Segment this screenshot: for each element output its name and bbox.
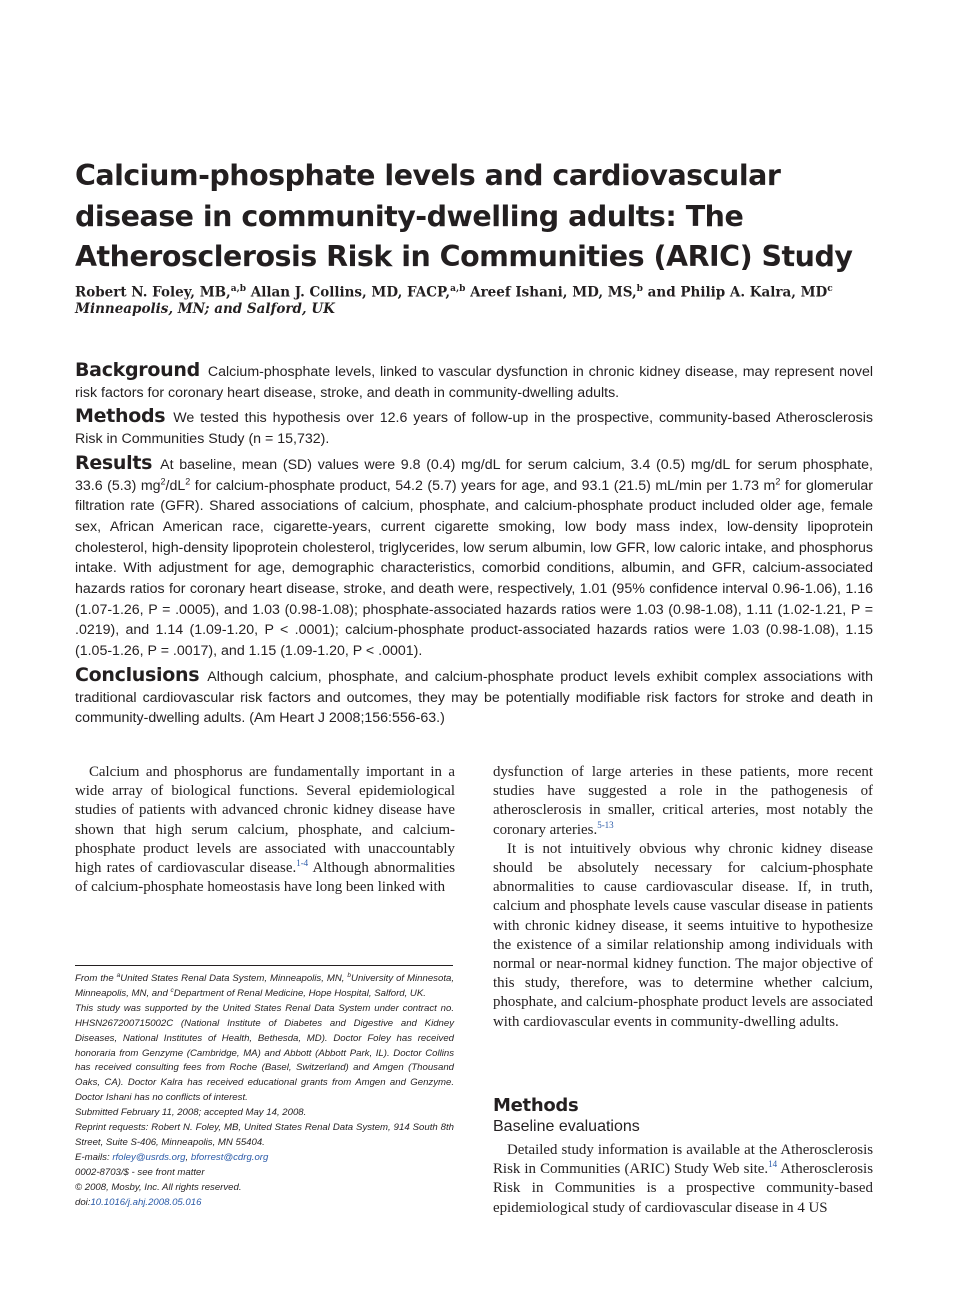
email-link[interactable]: bforrest@cdrg.org bbox=[190, 1151, 269, 1163]
email-link[interactable]: rfoley@usrds.org bbox=[112, 1151, 186, 1163]
body-paragraph bbox=[493, 1141, 873, 1218]
citation-link[interactable]: 14 bbox=[768, 1159, 778, 1170]
author-affiliation-mark: b bbox=[636, 284, 643, 294]
abstract-text: for calcium-phosphate product, 54.2 (5.7) years for age, and 93.1 (21.5) mL/min per 1.73 m bbox=[190, 477, 776, 494]
abstract-heading: Methods bbox=[75, 405, 166, 428]
author-locations: Minneapolis, MN; and Salford, UK bbox=[75, 301, 335, 317]
body-text: dysfunction of large arteries in these patients, more recent studies have suggested a role in the pathogenesis of atherosclerosis in smaller, critical arteries, most notably the coronary arteries. bbox=[493, 764, 873, 838]
author-name: Robert N. Foley, MB, bbox=[75, 284, 231, 301]
footnote-copyright: © 2008, Mosby, Inc. All rights reserved. bbox=[75, 1181, 242, 1193]
article-title: Calcium-phosphate levels and cardiovascular disease in community-dwelling adults: The Atherosclerosis Risk in Communities (ARIC) Study bbox=[75, 159, 853, 273]
body-text: Calcium and phosphorus are fundamentally important in a wide array of biological functions. Several epidemiological studies of patients with advanced chronic kidney disease have shown that high serum calcium, phosphate, and calcium-phosphate product levels are associated with unaccountably high rates of cardiovascular disease. bbox=[75, 764, 455, 877]
abstract-heading: Background bbox=[75, 359, 200, 381]
footnote-affiliations bbox=[75, 972, 454, 1002]
abstract-results bbox=[75, 453, 873, 662]
left-column-text bbox=[75, 763, 455, 897]
footnote-text: From the bbox=[75, 973, 117, 984]
author-name: Allan J. Collins, MD, FACP, bbox=[250, 284, 451, 301]
section-heading-methods: Methods bbox=[493, 1095, 579, 1116]
right-column-methods-text bbox=[493, 1141, 873, 1218]
abstract-text: We tested this hypothesis over 12.6 years of follow-up in the prospective, community-based Atherosclerosis Risk in Communities Study (n = 15,732). bbox=[75, 410, 873, 448]
footnote-text: doi: bbox=[75, 1196, 91, 1208]
author-affiliation-mark: a,b bbox=[450, 284, 466, 294]
author-affiliation-mark: c bbox=[827, 284, 833, 294]
body-paragraph bbox=[493, 763, 873, 840]
citation-link[interactable]: 5-13 bbox=[597, 819, 614, 830]
abstract-heading: Results bbox=[75, 451, 153, 474]
footnote-support: This study was supported by the United States Renal Data System under contract no. HHSN267200715002C (National Institute of Diabetes and Digestive and Kidney Diseases, National Institutes of Health, Bethesda, MD). Doctor Foley has received honoraria from Genzyme (Cambridge, MA) and Abbott (Abbott Park, IL). Doctor Collins has received consulting fees from Roche (Basel, Switzerland) and Amgen (Thousand Oaks, CA). Doctor Kalra has received educational grants from Amgen and Genzyme. Doctor Ishani has no conflicts of interest. bbox=[75, 1002, 454, 1104]
superscript: 2 bbox=[185, 475, 191, 486]
footnote-submitted: Submitted February 11, 2008; accepted May 14, 2008. bbox=[75, 1107, 307, 1119]
body-text: Detailed study information is available at the Atherosclerosis Risk in Communities (ARIC) Study Web site. bbox=[493, 1142, 873, 1178]
abstract-text: At baseline, mean (SD) values were 9.8 (0.4) mg/dL for serum calcium, 3.4 (0.5) mg/dL for serum phosphate, 33.6 (5.3) mg bbox=[75, 456, 873, 494]
footnote-text: , bbox=[185, 1151, 191, 1163]
author-name: and Philip A. Kalra, MD bbox=[647, 284, 828, 301]
footnote-reprint: Reprint requests: Robert N. Foley, MB, United States Renal Data System, 914 South 8th Street, Suite S-406, Minneapolis, MN 55404. bbox=[75, 1122, 454, 1148]
doi-link[interactable]: 10.1016/j.ahj.2008.05.016 bbox=[90, 1196, 202, 1208]
superscript: 2 bbox=[775, 475, 781, 486]
abstract-text: Although calcium, phosphate, and calcium-phosphate product levels exhibit complex associations with traditional cardiovascular risk factors and outcomes, they may be potentially modifiable risk factors for stroke and death in community-dwelling adults. (Am Heart J 2008;156:556-63.) bbox=[75, 668, 873, 727]
abstract-methods bbox=[75, 406, 873, 449]
footnote-issn: 0002-8703/$ - see front matter bbox=[75, 1166, 205, 1178]
abstract-text: Calcium-phosphate levels, linked to vascular dysfunction in chronic kidney disease, may represent novel risk factors for coronary heart disease, stroke, and death in community-dwelling adults. bbox=[75, 364, 873, 401]
author-name: Areef Ishani, MD, MS, bbox=[470, 284, 637, 301]
footnote-emails bbox=[75, 1151, 454, 1166]
body-paragraph: It is not intuitively obvious why chronic kidney disease should be absolutely necessary for calcium-phosphate abnormalities to cause cardiovascular disease. If, in truth, calcium and phosphate levels cause vascular disease in patients with chronic kidney disease, it seems intuitive to hypothesize the existence of a similar relationship among individuals with normal or near-normal kidney function. The major objective of this study, therefore, was to determine whether calcium, phosphate, and calcium-phosphate product levels are associated with cardiovascular events in community-dwelling adults. bbox=[493, 840, 873, 1030]
footnote-text: University of Minnesota, Minneapolis, MN, and bbox=[75, 973, 454, 999]
author-affiliation-mark: a,b bbox=[230, 284, 247, 294]
superscript: c bbox=[170, 986, 174, 994]
abstract-background bbox=[75, 360, 873, 403]
right-column-text bbox=[493, 763, 873, 1032]
abstract-text: for glomerular filtration rate (GFR). Shared associations of calcium, phosphate, and calcium-phosphate product included older age, female sex, African American race, cigarette-years, current cigarette smoking, low body mass index, low-density lipoprotein cholesterol, high-density lipoprotein cholesterol, triglycerides, low serum albumin, low GFR, low caloric intake, and phosphorus intake. With adjustment for age, demographic characteristics, comorbid conditions, albumin, and GFR, calcium-associated hazards ratios for coronary heart disease, stroke, and death were, respectively, 1.01 (95% confidence interval 0.96-1.06), 1.16 (1.07-1.26, P = .0005), and 1.03 (0.98-1.08); phosphate-associated hazards ratios were 1.03 (0.98-1.08), 1.11 (1.02-1.21, P = .0219), and 1.14 (1.09-1.20, P < .0001); calcium-phosphate product-associated hazards ratios were 1.03 (0.98-1.08), 1.15 (1.05-1.26, P = .0017), and 1.15 (1.09-1.20, P < .0001). bbox=[75, 477, 873, 660]
footnote-text: E-mails: bbox=[75, 1151, 113, 1163]
footnotes bbox=[75, 972, 454, 1211]
abstract bbox=[75, 360, 873, 732]
abstract-heading: Conclusions bbox=[75, 663, 200, 686]
superscript: 2 bbox=[160, 475, 166, 486]
subsection-heading-baseline: Baseline evaluations bbox=[493, 1118, 640, 1135]
body-text: Atherosclerosis Risk in Communities is a prospective community-based epidemiological study of cardiovascular disease in 4 US bbox=[493, 1161, 873, 1216]
footnote-divider bbox=[75, 965, 453, 966]
abstract-conclusions bbox=[75, 665, 873, 729]
footnote-doi bbox=[75, 1196, 454, 1211]
footnote-text: United States Renal Data System, Minneapolis, MN, bbox=[120, 973, 348, 984]
abstract-text: /dL bbox=[165, 477, 186, 494]
body-text: Although abnormalities of calcium-phosphate homeostasis have long been linked with bbox=[75, 860, 455, 896]
body-paragraph bbox=[75, 763, 455, 897]
footnote-text: Department of Renal Medicine, Hope Hospital, Salford, UK. bbox=[173, 987, 426, 999]
citation-link[interactable]: 1-4 bbox=[296, 858, 309, 869]
superscript: a bbox=[116, 971, 121, 979]
superscript: b bbox=[347, 971, 352, 979]
